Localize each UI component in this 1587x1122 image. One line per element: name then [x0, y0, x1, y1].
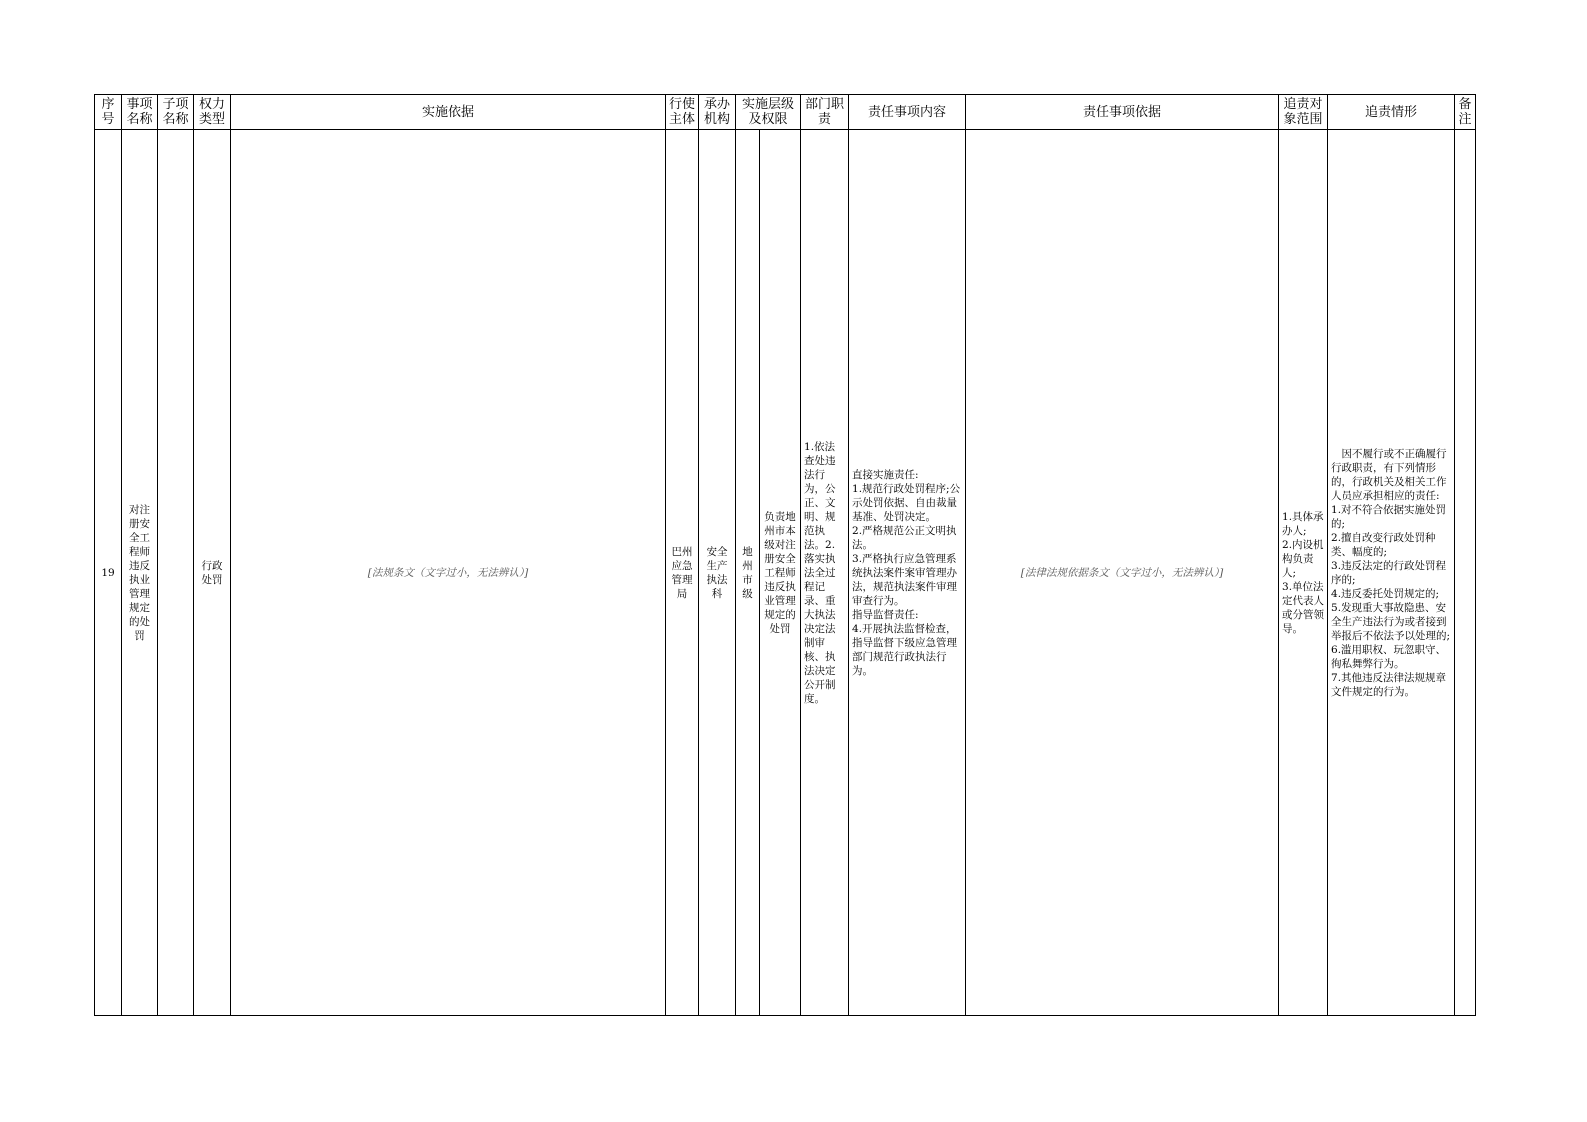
header-remark: 备注 [1455, 95, 1476, 130]
table-row [95, 130, 1476, 1016]
cell-actor: 巴州应急管理局 [666, 130, 699, 1016]
situation-line: 6.滥用职权、玩忽职守、徇私舞弊行为。 [1331, 643, 1447, 670]
responsibility-line: 2.严格规范公正文明执法。 [852, 524, 957, 551]
scope-line: 2.内设机构负责人; [1282, 538, 1324, 579]
situation-line: 7.其他违反法律法规规章文件规定的行为。 [1331, 671, 1447, 698]
cell-item-name: 对注册安全工程师违反执业管理规定的处罚 [122, 130, 158, 1016]
header-situations: 追责情形 [1328, 95, 1455, 130]
cell-level-scope: 负责地州市本级对注册安全工程师违反执业管理规定的处罚 [760, 130, 801, 1016]
scope-line: 3.单位法定代表人或分管领导。 [1282, 580, 1325, 635]
header-org: 承办机构 [699, 95, 736, 130]
cell-resp-basis [966, 130, 1279, 1016]
responsibility-table [94, 94, 1476, 1016]
header-resp-basis: 责任事项依据 [966, 95, 1279, 130]
resp-basis-placeholder: [法律法规依据条文（文字过小，无法辨认）] [1020, 566, 1224, 579]
responsibility-line: 3.严格执行应急管理系统执法案件案审管理办法，规范执法案件审理审查行为。 [852, 552, 958, 607]
header-basis: 实施依据 [231, 95, 666, 130]
cell-basis [231, 130, 666, 1016]
cell-power-type: 行政处罚 [194, 130, 231, 1016]
header-responsibility: 责任事项内容 [849, 95, 966, 130]
situation-line: 2.擅自改变行政处罚种类、幅度的; [1331, 531, 1436, 558]
header-item-name: 事项名称 [122, 95, 158, 130]
situation-line: 1.对不符合依据实施处罚的; [1331, 503, 1447, 530]
situation-line: 4.违反委托处罚规定的; [1331, 587, 1440, 600]
responsibility-line: 4.开展执法监督检查，指导监督下级应急管理部门规范行政执法行为。 [852, 622, 958, 677]
situation-line: 3.违反法定的行政处罚程序的; [1331, 559, 1447, 586]
responsibility-line: 指导监督责任: [852, 608, 919, 621]
responsibility-line: 1.规范行政处罚程序;公示处罚依据、自由裁量基准、处罚决定。 [852, 482, 961, 523]
cell-situations [1328, 130, 1455, 1016]
cell-responsibility [849, 130, 966, 1016]
situations-intro: 因不履行或不正确履行行政职责，有下列情形的，行政机关及相关工作人员应承担相应的责任: [1331, 447, 1447, 502]
cell-scope [1279, 130, 1328, 1016]
header-power-type: 权力类型 [194, 95, 231, 130]
cell-level: 地州市级 [736, 130, 760, 1016]
basis-placeholder: [法规条文（文字过小，无法辨认）] [367, 566, 529, 579]
cell-remark [1455, 130, 1476, 1016]
responsibility-line: 直接实施责任: [852, 468, 919, 481]
header-actor: 行使主体 [666, 95, 699, 130]
header-sub-item: 子项名称 [158, 95, 194, 130]
cell-seq: 19 [95, 130, 122, 1016]
scope-line: 1.具体承办人; [1282, 510, 1324, 537]
cell-sub-item [158, 130, 194, 1016]
situation-line: 5.发现重大事故隐患、安全生产违法行为或者接到举报后不依法予以处理的; [1331, 601, 1451, 642]
header-scope: 追责对象范围 [1279, 95, 1328, 130]
header-dept-duty: 部门职责 [801, 95, 849, 130]
header-row [95, 95, 1476, 130]
header-seq: 序号 [95, 95, 122, 130]
cell-dept-duty: 1.依法查处违法行为，公正、文明、规范执法。2.落实执法全过程记录、重大执法决定法制审核、执法决定公开制度。 [801, 130, 849, 1016]
cell-org: 安全生产执法科 [699, 130, 736, 1016]
header-level: 实施层级及权限 [736, 95, 801, 130]
